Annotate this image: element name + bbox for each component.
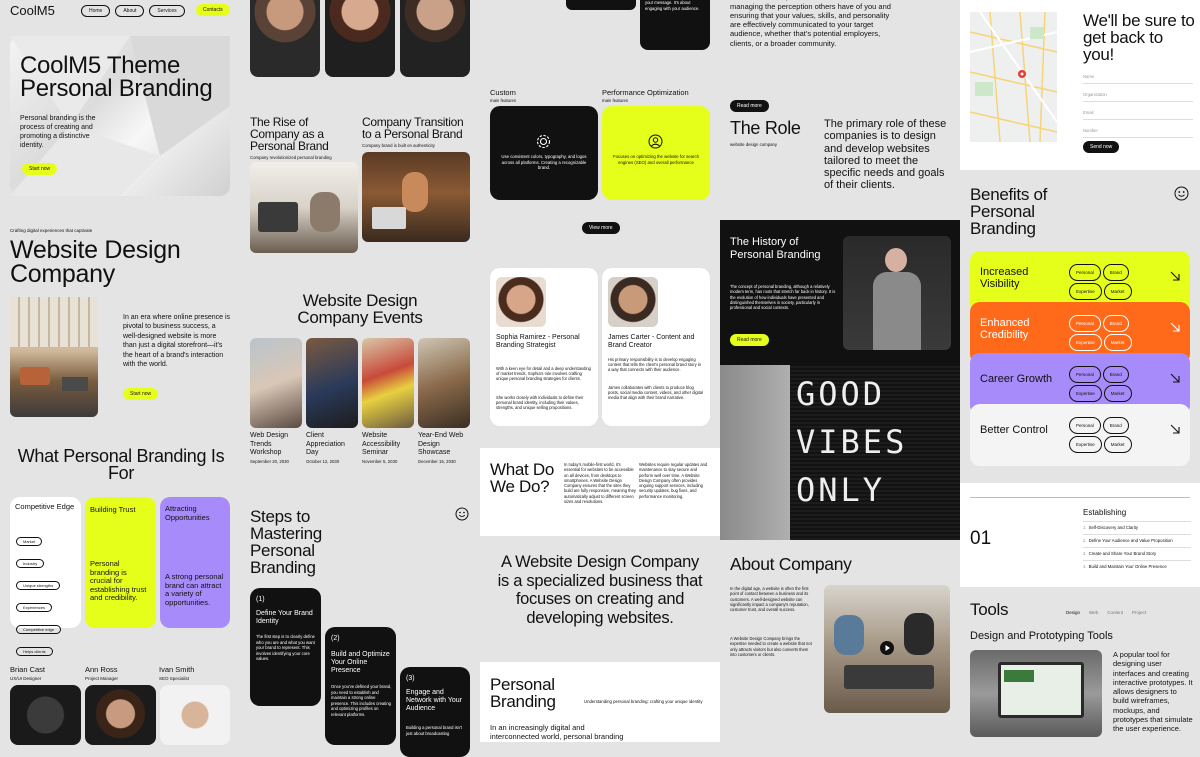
contact-form xyxy=(1083,72,1193,138)
map-drawing xyxy=(970,12,1057,142)
step-title: Engage and Network with Your Audience xyxy=(406,689,463,712)
pb-title: Personal Branding xyxy=(490,675,556,711)
event-photo xyxy=(418,338,470,428)
list-text: Define Your Audience and Value Proposition xyxy=(1088,538,1173,543)
perf-sub: main features xyxy=(602,98,629,103)
event-photo xyxy=(362,338,414,428)
tag: Personal xyxy=(1069,315,1101,332)
step-number: (1) xyxy=(256,596,265,603)
benefits-title: Benefits of Personal Branding xyxy=(970,185,1048,238)
what-title: What Do We Do? xyxy=(490,460,555,496)
rise-title: The Rise of Company as a Personal Brand xyxy=(250,115,329,153)
wdc-start-button[interactable]: Start now xyxy=(123,388,158,400)
tag: Industry xyxy=(16,559,44,568)
tag: Personal xyxy=(1069,417,1101,434)
step-card xyxy=(400,667,470,757)
pb-sub: Understanding personal branding: crafting your unique identity xyxy=(584,699,703,704)
gear-icon xyxy=(536,134,551,149)
smile-icon xyxy=(455,507,469,521)
benefit-title: Increased Visibility xyxy=(980,266,1029,290)
number-field[interactable]: Number xyxy=(1083,120,1193,138)
cafe-laptop-photo xyxy=(362,152,470,242)
tag: Expertise xyxy=(1069,283,1102,300)
woman-photo xyxy=(843,236,951,350)
custom-sub: main features xyxy=(490,98,517,103)
person-name: Sophia Ramirez - Personal Branding Strategist xyxy=(496,334,580,350)
event-name: Web Design Trends Workshop xyxy=(250,432,289,456)
view-more-button[interactable]: View more xyxy=(582,222,620,234)
role-sub: website design company xyxy=(730,142,778,147)
tab-project[interactable]: Project xyxy=(1131,610,1146,615)
perf-text: Focuses on optimizing the website for search engines (SEO) and overall performance xyxy=(613,154,699,165)
team-name: Ivan Smith xyxy=(159,665,195,674)
office-photo xyxy=(10,297,98,417)
establishing-panel xyxy=(960,483,1200,587)
wdc-tagline: Crafting digital experiences that captivate xyxy=(10,228,93,233)
tab-content[interactable]: Content xyxy=(1107,610,1123,615)
intro-text: managing the perception others have of you and ensuring that your values, skills, and personality are effectively communicated to your target audience, whether that's potential employers, clients, or a broader community. xyxy=(730,1,891,48)
benefit-tags xyxy=(1068,263,1146,301)
pb-text: In an increasingly digital and interconnected world, personal branding xyxy=(490,723,624,741)
column-1 xyxy=(0,0,240,737)
event-date: November 5, 2030 xyxy=(362,458,398,464)
pb-panel xyxy=(480,662,720,742)
role-text: The primary role of these companies is to design and develop websites tailored to meet the specific needs and goals of their clients. xyxy=(824,118,947,192)
building-trust-card xyxy=(85,497,156,628)
what-text: In today's mobile-first world, it's essential for websites to be accessible on all devices, from desktops to smartphones. A Website Design Company ensures that the sites they build are fully responsive, meaning they automatically adjust to different screen sizes and resolutions. xyxy=(564,462,636,505)
organization-field[interactable]: Organization xyxy=(1083,84,1193,102)
divider xyxy=(970,497,1190,498)
event-date: September 20, 2030 xyxy=(250,458,289,464)
role-title: The Role xyxy=(730,118,801,138)
email-field[interactable]: Email xyxy=(1083,102,1193,120)
perf-card xyxy=(602,106,710,200)
team-name: Ann Ross xyxy=(85,665,118,674)
tag: Market xyxy=(1104,334,1132,351)
history-title: The History of Personal Branding xyxy=(730,236,821,261)
send-button[interactable]: Send now xyxy=(1083,141,1119,153)
event-name: Website Accessibility Seminar xyxy=(362,432,401,456)
team-photo xyxy=(160,685,230,745)
step-title: Build and Optimize Your Online Presence xyxy=(331,651,390,674)
tab-design[interactable]: Design xyxy=(1066,610,1081,615)
read-more-button[interactable]: Read more xyxy=(730,100,769,112)
history-panel xyxy=(720,220,960,365)
list-num: 1. xyxy=(1083,525,1087,530)
list-num: 4. xyxy=(1083,564,1087,569)
tag: Market xyxy=(1104,283,1132,300)
benefit-title: Enhanced Credibility xyxy=(980,317,1030,341)
nav-pills xyxy=(80,4,186,18)
arrow-down-right-icon xyxy=(1170,424,1180,434)
list-num: 2. xyxy=(1083,538,1087,543)
nav-about-link[interactable]: About xyxy=(115,5,144,17)
list-text: Self-Discovery and Clarity xyxy=(1088,525,1139,530)
meeting-photo xyxy=(824,585,950,713)
person-text: With a keen eye for detail and a deep understanding of market trends, Sophia's role involves crafting unique personal branding strategies for clients. xyxy=(496,366,591,382)
column-2 xyxy=(240,0,480,737)
benefit-tags xyxy=(1068,365,1146,403)
step-number: (2) xyxy=(331,635,340,642)
tools-text: A popular tool for designing user interfaces and creating interactive prototypes. It allows designers to build wireframes, mockups, and prototypes that simulate the user experience. xyxy=(1113,650,1193,734)
team-role: UX/UI Designer xyxy=(10,676,42,681)
person-text: She works closely with individuals to define their personal brand identity, including their values, strengths, and unique selling propositions. xyxy=(496,395,584,411)
step-number: (3) xyxy=(406,675,415,682)
custom-text: Use consistent colors, typography, and logos across all platforms. Creating a recognizable brand. xyxy=(501,154,587,170)
laptop-photo xyxy=(970,650,1102,737)
competitive-edge-tags xyxy=(15,530,79,658)
custom-card xyxy=(490,106,598,200)
step-card xyxy=(250,588,321,706)
event-photo xyxy=(250,338,302,428)
tag: Market xyxy=(1104,385,1132,402)
list-item[interactable] xyxy=(1083,560,1191,573)
event-date: December 15, 2030 xyxy=(418,458,456,464)
column-3 xyxy=(480,0,720,741)
arrow-down-right-icon xyxy=(1170,322,1180,332)
custom-label: Custom xyxy=(490,88,516,97)
event-name: Year-End Web Design Showcase xyxy=(418,432,464,456)
tools-title: Tools xyxy=(970,600,1009,619)
event-photo xyxy=(306,338,358,428)
attracting-card xyxy=(160,497,230,628)
event-item[interactable] xyxy=(306,432,358,464)
play-icon[interactable] xyxy=(880,641,894,655)
history-read-more-button[interactable]: Read more xyxy=(730,334,769,346)
benefit-title: Career Growth xyxy=(980,373,1053,385)
sign-line: GOOD xyxy=(796,375,886,413)
arrow-down-right-icon xyxy=(1170,373,1180,383)
tag: Market xyxy=(16,537,42,546)
rise-sub: Company revolutionized personal branding xyxy=(250,155,332,160)
arrow-down-right-icon xyxy=(1170,271,1180,281)
events-title: Website Design Company Events xyxy=(297,291,423,327)
person-photo xyxy=(608,277,658,327)
steps-title: Steps to Mastering Personal Branding xyxy=(250,507,322,577)
team-member xyxy=(85,665,118,681)
event-date: October 12, 2030 xyxy=(306,458,340,464)
tag: Experiences xyxy=(16,603,52,612)
portrait-photo xyxy=(250,0,320,77)
event-item[interactable] xyxy=(362,432,414,464)
step-title: Define Your Brand Identity xyxy=(256,610,313,625)
map[interactable] xyxy=(970,12,1057,142)
tag: Helps clients xyxy=(16,647,53,656)
tag: Brand xyxy=(1103,417,1129,434)
person-text: His primary responsibility is to develop engaging content that tells the client's personal brand story in a way that connects with their audience. xyxy=(608,357,701,373)
tag: Market xyxy=(1104,436,1132,453)
black-card-top xyxy=(566,0,636,10)
tools-sub: Design and Prototyping Tools xyxy=(970,630,1113,642)
list-item[interactable] xyxy=(1083,534,1191,547)
sign-line: ONLY xyxy=(796,471,886,509)
step-text: Building a personal brand isn't just about broadcasting xyxy=(406,725,462,736)
person-card xyxy=(490,268,598,426)
step-text: Once you've defined your brand, you need to establish and maintain a strong online presence. This includes creating and optimizing profiles on relevant platforms. xyxy=(331,684,392,717)
name-field[interactable]: Name xyxy=(1083,72,1193,84)
top-card-text: your message. It's about engaging with your audience. xyxy=(645,0,700,11)
list-item[interactable] xyxy=(1083,521,1191,534)
wdc-text: In an era where online presence is pivotal to business success, a well-designed website is more than just a digital storefront—it's the heart of a brand's interaction with the world. xyxy=(123,314,231,369)
user-icon xyxy=(648,134,663,149)
tab-web[interactable]: Web xyxy=(1089,610,1099,615)
list-num: 3. xyxy=(1083,551,1087,556)
competitive-edge-title: Competitive Edge xyxy=(15,502,75,511)
attracting-title: Attracting Opportunities xyxy=(165,504,210,522)
what-panel xyxy=(480,448,720,536)
team-member xyxy=(159,665,194,681)
contacts-button[interactable]: Contacts xyxy=(196,4,230,16)
person-name: James Carter - Content and Brand Creator xyxy=(608,334,695,350)
perf-label: Performance Optimization xyxy=(602,88,689,97)
transition-sub: Company brand is built on authenticity xyxy=(362,143,435,148)
transition-title: Company Transition to a Personal Brand xyxy=(362,115,464,141)
step-card xyxy=(325,627,396,745)
event-name: Client Appreciation Day xyxy=(306,432,345,456)
statement: A Website Design Company is a specialized business that focuses on creating and developing websites. xyxy=(497,553,703,627)
sign-line: VIBES xyxy=(796,423,908,461)
tag: Expertise xyxy=(1069,436,1102,453)
team-role: Project Manager xyxy=(85,676,119,681)
building-trust-text: Personal branding is crucial for establishing trust and credibility. xyxy=(90,559,147,602)
competitive-edge-card xyxy=(10,497,81,654)
establishing-list xyxy=(1083,521,1191,573)
person-card xyxy=(602,268,710,426)
event-item[interactable] xyxy=(418,432,470,464)
person-text: James collaborates with clients to produce blog posts, social media content, videos, and other digital media that align with their brand narrative. xyxy=(608,385,703,401)
about-text: In the digital age, a website is often the first point of contact between a business and its customers. A well-designed website can significantly impact a company's reputation, customer trust, and overall success. xyxy=(730,586,809,613)
tag: Expertise xyxy=(1069,385,1102,402)
black-card-top xyxy=(640,0,710,50)
about-text: A Website Design Company brings the expertise needed to create a website that not only attracts visitors but also converts them into customers or clients. xyxy=(730,636,812,657)
team-role: SEO Specialist xyxy=(159,676,190,681)
logo[interactable]: CoolM5 xyxy=(10,3,55,18)
smile-icon xyxy=(1174,186,1189,201)
contact-panel xyxy=(960,0,1200,170)
tag: Brand xyxy=(1103,264,1129,281)
benefit-tags xyxy=(1068,416,1146,454)
whatfor-title: What Personal Branding Is For xyxy=(17,446,225,483)
office-work-photo xyxy=(250,162,358,253)
benefit-tags xyxy=(1068,314,1146,352)
list-item[interactable] xyxy=(1083,547,1191,560)
establishing-title: Establishing xyxy=(1083,508,1127,517)
event-item[interactable] xyxy=(250,432,302,464)
benefit-card[interactable] xyxy=(970,404,1190,466)
hero-text: Personal branding is the process of creating and promoting a distinctive identity. xyxy=(20,115,96,149)
about-title: About Company xyxy=(730,554,852,574)
tag: Unique strengths xyxy=(16,581,60,590)
team-photo xyxy=(85,685,156,745)
tools-tabs xyxy=(1066,610,1146,615)
hero-title: CoolM5 Theme Personal Branding xyxy=(20,52,213,102)
what-text: Websites require regular updates and maintenance to stay secure and perform well over time. A Website Design Company often provides ongoing support services, including security updates, bug fixes, and performance monitoring. xyxy=(639,462,708,499)
nav-home-link[interactable]: Home xyxy=(81,5,110,17)
team-photo xyxy=(10,685,81,745)
list-text: Create and Share Your Brand Story xyxy=(1088,551,1157,556)
benefit-title: Better Control xyxy=(980,424,1048,436)
tag: Brand xyxy=(1103,366,1129,383)
tag: Brand xyxy=(1103,315,1129,332)
hero-card xyxy=(10,36,230,196)
team-member xyxy=(10,665,45,681)
hero-start-button[interactable]: Start now xyxy=(22,163,57,175)
person-photo xyxy=(496,277,546,327)
step-text: The first step is to clearly define who you are and what you want your brand to represent. This involves identifying your core values. xyxy=(256,634,315,661)
team-name: Brian Cast xyxy=(10,665,46,674)
step-number-large: 01 xyxy=(970,528,992,549)
building-trust-title: Building Trust xyxy=(90,505,136,514)
attracting-text: A strong personal brand can attract a variety of opportunities. xyxy=(165,572,224,607)
tag: Expertise xyxy=(1069,334,1102,351)
tag: Personal xyxy=(1069,366,1101,383)
good-vibes-photo xyxy=(720,365,960,540)
nav-services-link[interactable]: Services xyxy=(149,5,184,17)
wdc-title: Website Design Company xyxy=(10,236,181,288)
column-4 xyxy=(720,0,960,737)
tag: Personal xyxy=(1069,264,1101,281)
portrait-photo xyxy=(400,0,470,77)
list-text: Build and Maintain Your Online Presence xyxy=(1088,564,1167,569)
contact-title: We'll be sure to get back to you! xyxy=(1083,11,1195,64)
tag: Competitive edge xyxy=(16,625,61,634)
column-5 xyxy=(960,0,1200,737)
history-text: The concept of personal branding, although a relatively modern term, has roots that stretch far back in history. It is the evolution of how individuals have presented and distinguished themselves in society, particularly in professional and social contexts. xyxy=(730,284,836,311)
portrait-photo xyxy=(325,0,395,77)
